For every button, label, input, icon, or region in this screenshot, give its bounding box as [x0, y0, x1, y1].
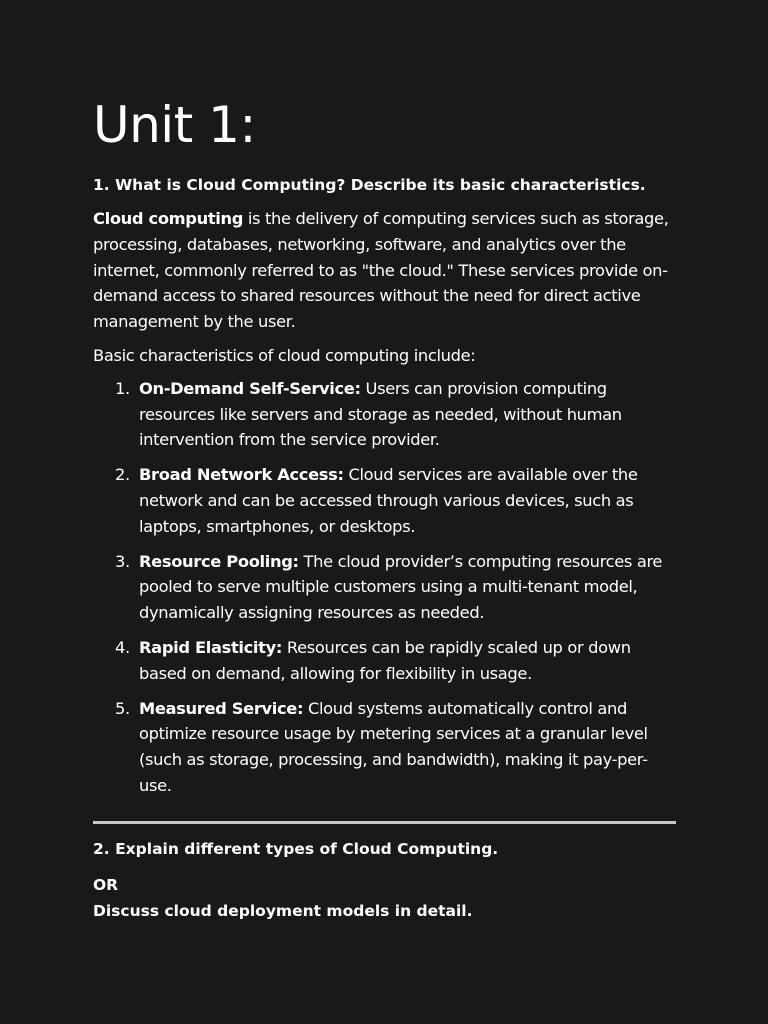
list-item-number: 1. [115, 378, 130, 398]
document-page [93, 92, 678, 924]
cloud-computing-definition [93, 206, 678, 335]
list-item-text: Users can provision computing resources like servers and storage as needed, without human intervention from the service provider. [139, 378, 622, 450]
question-2-alt-heading: Discuss cloud deployment models in detail. [93, 901, 473, 920]
list-item-number: 4. [115, 637, 130, 657]
list-item [93, 696, 678, 799]
list-item-number: 2. [115, 465, 130, 485]
characteristics-intro: Basic characteristics of cloud computing include: [93, 345, 476, 365]
list-item-term: On-Demand Self-Service: [139, 378, 361, 398]
unit-title: Unit 1: [93, 96, 256, 154]
or-label: OR [93, 875, 119, 894]
list-item [93, 462, 678, 539]
list-item [93, 376, 678, 453]
alternate-question [93, 872, 678, 924]
question-2-heading: 2. Explain different types of Cloud Computing. [93, 839, 499, 858]
list-item-term: Rapid Elasticity: [139, 637, 283, 657]
list-item-text: The cloud provider’s computing resources are pooled to serve multiple customers using a multi-tenant model, dynamically assigning resources as needed. [139, 551, 663, 623]
section-divider [93, 821, 676, 824]
list-item-number: 3. [115, 551, 130, 571]
definition-term: Cloud computing [93, 209, 244, 228]
list-item-number: 5. [115, 698, 130, 718]
list-item [93, 549, 678, 626]
definition-text: is the delivery of computing services such as storage, processing, databases, networking, software, and analytics over the internet, commonly referred to as "the cloud." These services provide on-demand access to shared resources without the need for direct active management by the user. [93, 209, 669, 332]
list-item [93, 635, 678, 687]
list-item-text: Cloud systems automatically control and optimize resource usage by metering services at a granular level (such as storage, processing, and bandwidth), making it pay-per-use. [139, 698, 648, 795]
list-item-text: Resources can be rapidly scaled up or down based on demand, allowing for flexibility in usage. [139, 637, 631, 683]
list-item-term: Resource Pooling: [139, 551, 299, 571]
question-1-heading: 1. What is Cloud Computing? Describe its basic characteristics. [93, 176, 646, 194]
characteristics-list [93, 376, 678, 799]
list-item-term: Measured Service: [139, 698, 304, 718]
list-item-text: Cloud services are available over the network and can be accessed through various devices, such as laptops, smartphones, or desktops. [139, 465, 638, 536]
list-item-term: Broad Network Access: [139, 465, 344, 485]
